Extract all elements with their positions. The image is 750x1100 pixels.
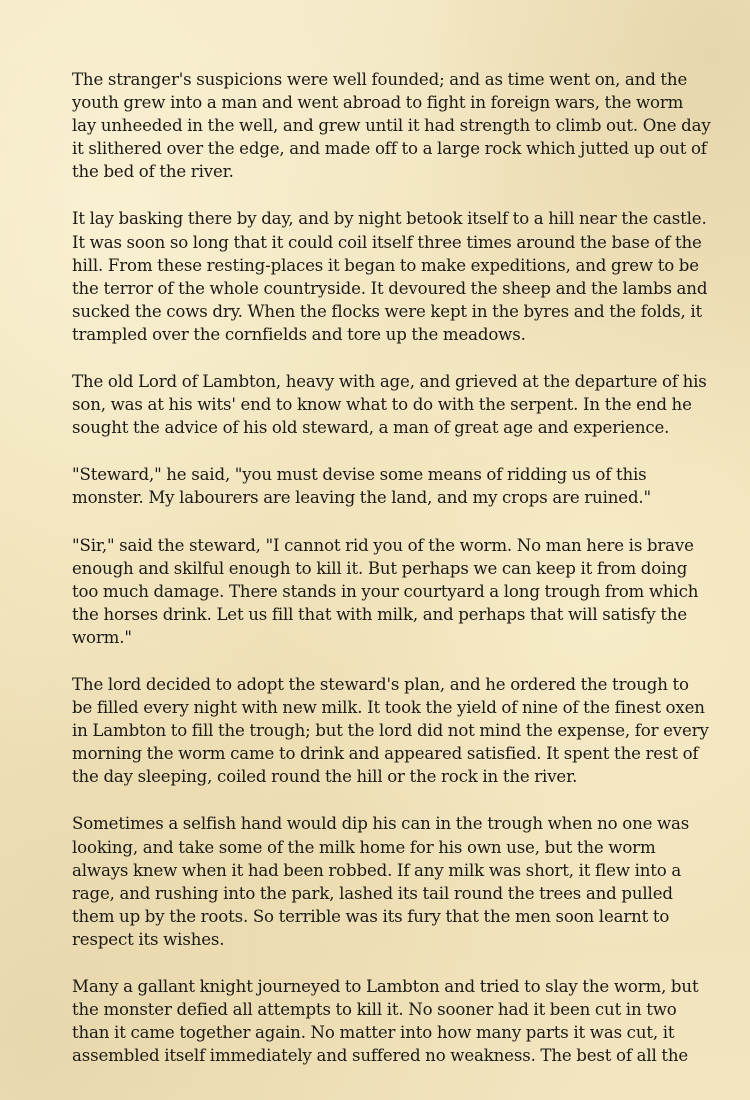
paragraph-2: It lay basking there by day, and by night betook itself to a hill near the castle. It was soon so long that it could coil itself three times around the base of the hill. From these resting-places it began to make expeditions, and grew to be the terror of the whole countryside. It devoured the sheep and the lambs and sucked the cows dry. When the flocks were kept in the byres and the folds, it trampled over the cornfields and tore up the meadows.: [72, 209, 708, 344]
paragraph-5: "Sir," said the steward, "I cannot rid you of the worm. No man here is brave enough and skilful enough to kill it. But perhaps we can keep it from doing too much damage. There stands in your courtyard a long trough from which the horses drink. Let us fill that with milk, and perhaps that will satisfy the worm.": [72, 535, 699, 647]
paragraph-1: The stranger's suspicions were well founded; and as time went on, and the youth grew into a man and went abroad to fight in foreign wars, the worm lay unheeded in the well, and grew until it had strength to climb out. One day it slithered over the edge, and made off to a large rock which jutted up out of the bed of the river.: [72, 70, 711, 182]
paragraph-4: "Steward," he said, "you must devise some means of ridding us of this monster. My labourers are leaving the land, and my crops are ruined.": [72, 465, 652, 508]
paragraph-6: The lord decided to adopt the steward's plan, and he ordered the trough to be filled every night with new milk. It took the yield of nine of the finest oxen in Lambton to fill the trough; but the lord did not mind the expense, for every morning the worm came to drink and appeared satisfied. It spent the rest of the day sleeping, coiled round the hill or the rock in the river.: [72, 674, 709, 787]
paragraph-7: Sometimes a selfish hand would dip his can in the trough when no one was looking, and take some of the milk home for his own use, but the worm always knew when it had been robbed. If any milk was short, it flew into a rage, and rushing into the park, lashed its tail round the trees and pulled them up by the roots. So terrible was its fury that the men soon learnt to respect its wishes.: [72, 814, 690, 949]
paragraph-3: The old Lord of Lambton, heavy with age, and grieved at the departure of his son, was at his wits' end to know what to do with the serpent. In the end he sought the advice of his old steward, a man of great age and experience.: [72, 372, 707, 438]
story-page: [72, 68, 712, 1091]
paragraph-8: Many a gallant knight journeyed to Lambton and tried to slay the worm, but the monster defied all attempts to kill it. No sooner had it been cut in two than it came together again. No matter into how many parts it was cut, it assembled itself immediately and suffered no weakness. The best of all the: [72, 977, 699, 1066]
